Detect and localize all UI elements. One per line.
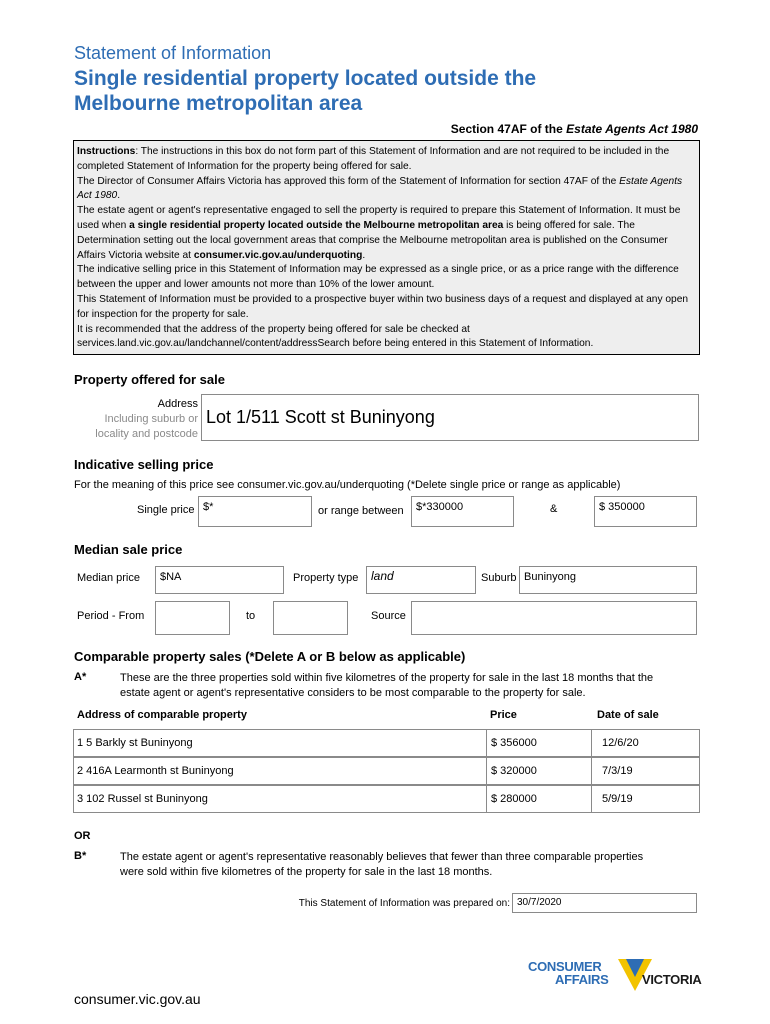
comparable-address-cell[interactable]: 3 102 Russel st Buninyong [77,793,208,805]
option-b-text [120,850,643,879]
form-title [74,66,674,116]
col-date-header: Date of sale [597,709,659,721]
or-label: OR [74,830,91,842]
col-address-header: Address of comparable property [77,709,247,721]
consumer-affairs-victoria-logo [528,957,703,997]
range-high-field[interactable]: $ 350000 [594,496,697,527]
source-field[interactable] [411,601,697,635]
title-line-1: Single residential property located outside the [74,67,537,90]
instructions-p3-text: The estate agent or agent's representative engaged to sell the property is required to prepare this Statement of Information. It must be used when [77,205,681,231]
range-label: or range between [318,505,404,517]
instructions-p3-end: . [362,249,366,261]
option-b-label: B* [74,850,87,862]
table-row [73,729,700,757]
option-b-line-2: were sold within five kilometres of the property for sale in the last 18 months. [120,865,493,878]
comparable-date-cell[interactable]: 5/9/19 [591,786,699,812]
instructions-p3 [77,204,696,263]
property-type-label: Property type [293,572,359,584]
source-label: Source [371,610,406,622]
instructions-box [73,140,700,355]
form-subtitle: Statement of Information [74,43,272,63]
median-price-field[interactable]: $NA [155,566,284,594]
comparable-address-cell[interactable]: 2 416A Learmonth st Buninyong [77,765,234,777]
address-label-group [95,397,198,442]
prepared-on-field[interactable]: 30/7/2020 [512,893,697,913]
comparable-date-cell[interactable]: 12/6/20 [591,730,699,756]
footer-url[interactable]: consumer.vic.gov.au [74,991,201,1007]
title-line-2: Melbourne metropolitan area [74,92,363,115]
instructions-p6: It is recommended that the address of the property being offered for sale be checked at services.land.vic.gov.au/landchannel/content/addressSearch before being entered in this Statement of Information. [77,323,594,350]
indicative-note: For the meaning of this price see consumer.vic.gov.au/underquoting (*Delete single price or range as applicable) [74,479,621,491]
logo-victoria-text: VICTORIA [642,972,702,987]
instructions-p2-text: The Director of Consumer Affairs Victoria has approved this form of the Statement of Information for section 47AF of the [77,175,620,187]
section-act: Estate Agents Act 1980 [566,122,698,136]
instructions-p5: This Statement of Information must be provided to a prospective buyer within two business days of a request and displayed at any open for inspection for the property for sale. [77,293,689,320]
logo-affairs-text: AFFAIRS [555,972,609,987]
range-low-field[interactable]: $*330000 [411,496,514,527]
table-row [73,785,700,813]
single-price-field[interactable]: $* [198,496,312,527]
property-heading: Property offered for sale [74,372,225,387]
comparable-address-cell[interactable]: 1 5 Barkly st Buninyong [77,737,193,749]
range-ampersand: & [550,503,558,515]
col-price-header: Price [490,709,517,721]
instructions-p3-text2: is being offered for sale. The Determination setting out the local government areas that comprise the Melbourne metropolitan area is published on the Consumer Affairs Victoria website at [77,219,668,261]
address-label: Address [157,398,198,410]
median-price-label: Median price [77,572,140,584]
instructions-p1 [77,145,696,175]
comparable-price-cell[interactable]: $ 320000 [486,758,591,784]
instructions-p2-act: Estate Agents Act 1980 [77,175,683,202]
period-from-field[interactable] [155,601,230,635]
section-prefix: Section 47AF of the [450,122,567,136]
instructions-p2-end: . [117,190,121,202]
section-reference [451,122,698,136]
suburb-label: Suburb [481,572,517,584]
comparable-price-cell[interactable]: $ 280000 [486,786,591,812]
address-suburb-hint: Including suburb or [104,413,198,425]
option-a-label: A* [74,671,87,683]
address-field[interactable]: Lot 1/511 Scott st Buninyong [201,394,699,441]
option-b-line-1: The estate agent or agent's representative reasonably believes that fewer than three comparable properties [120,851,644,863]
logo-consumer-text: CONSUMER [528,959,602,974]
property-type-field[interactable]: land [366,566,476,594]
instructions-p1-text: : The instructions in this box do not form part of this Statement of Information and are not required to be included in the completed Statement of Information for the property being offered for sale. [77,146,670,172]
instructions-label: Instructions [77,146,136,157]
prepared-on-label: This Statement of Information was prepared on: [298,898,510,909]
instructions-p3-link[interactable]: consumer.vic.gov.au/underquoting [193,249,363,261]
comparable-price-cell[interactable]: $ 356000 [486,730,591,756]
instructions-p2 [77,175,696,205]
single-price-label: Single price [137,504,195,516]
instructions-p4: The indicative selling price in this Statement of Information may be expressed as a single price, or as a price range with the difference between the upper and lower amounts not more than 10% of the lower amount. [77,264,679,291]
table-row [73,757,700,785]
suburb-field[interactable]: Buninyong [519,566,697,594]
comparable-heading: Comparable property sales (*Delete A or B below as applicable) [74,649,466,664]
comparable-date-cell[interactable]: 7/3/19 [591,758,699,784]
median-heading: Median sale price [74,542,183,557]
option-a-line-2: estate agent or agent's representative considers to be most comparable to the property for sale. [120,686,586,699]
address-postcode-hint: locality and postcode [95,428,198,440]
option-a-text [120,671,653,700]
indicative-heading: Indicative selling price [74,457,214,472]
period-from-label: Period - From [77,610,145,622]
period-to-label: to [246,610,256,622]
option-a-line-1: These are the three properties sold within five kilometres of the property for sale in the last 18 months that the [120,672,654,684]
period-to-field[interactable] [273,601,348,635]
instructions-p3-bold: a single residential property located outside the Melbourne metropolitan area [129,219,504,231]
